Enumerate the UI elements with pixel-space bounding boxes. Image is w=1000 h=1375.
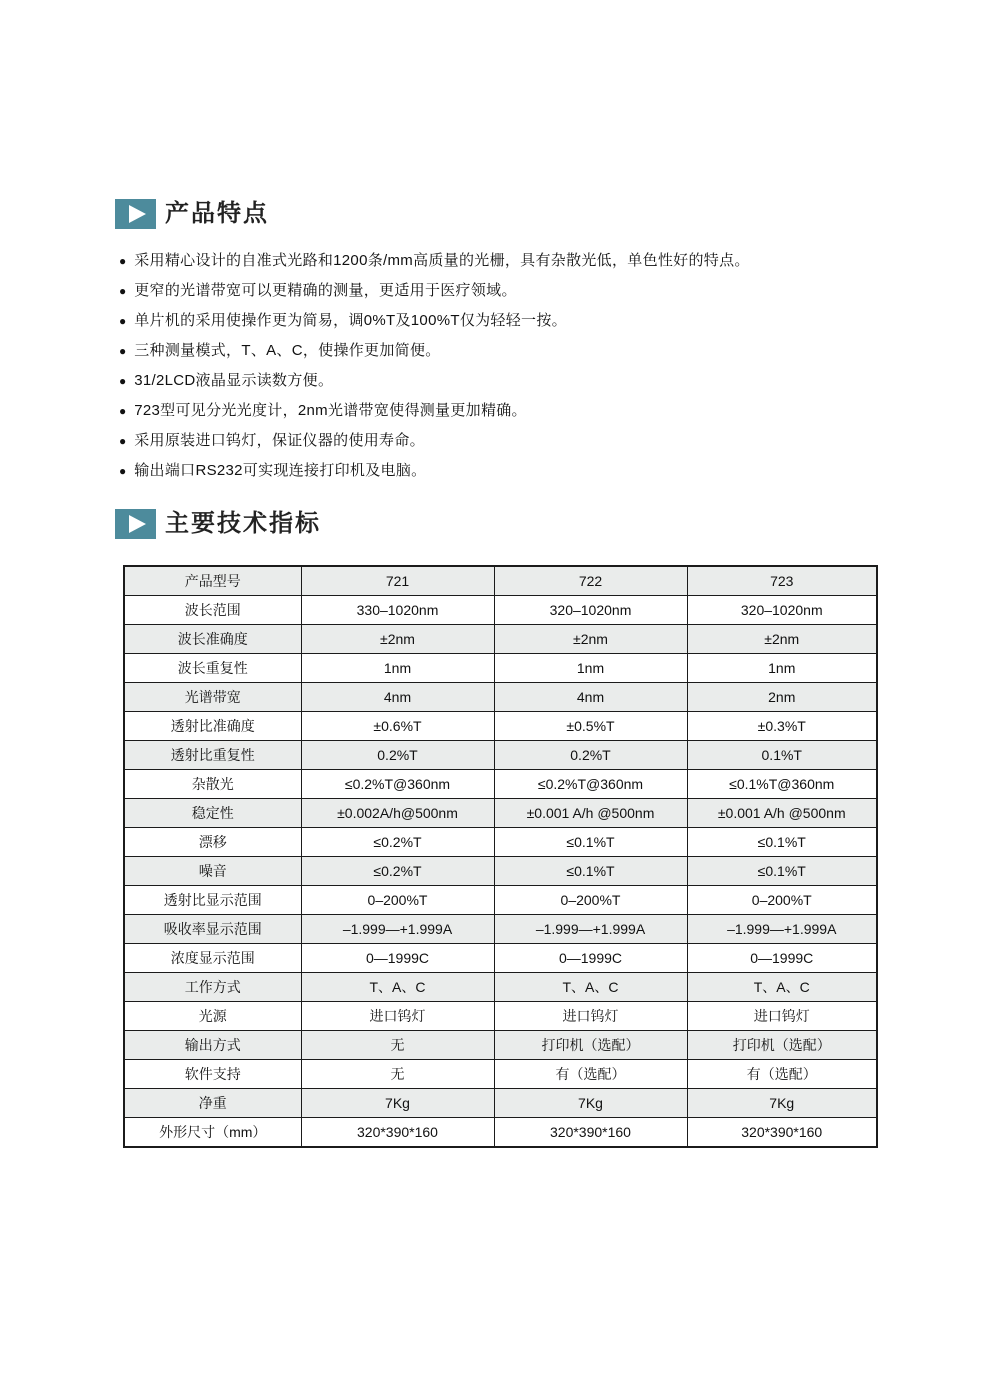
- spec-value-cell: 722: [494, 566, 687, 596]
- spec-value-cell: 0—1999C: [687, 944, 877, 973]
- feature-item: [119, 276, 919, 306]
- spec-value-cell: 无: [301, 1031, 494, 1060]
- section-header-features: [115, 199, 269, 229]
- spec-value-cell: ≤0.2%T@360nm: [301, 770, 494, 799]
- spec-label-cell: 浓度显示范围: [124, 944, 301, 973]
- spec-value-cell: 0–200%T: [301, 886, 494, 915]
- spec-label-cell: 噪音: [124, 857, 301, 886]
- spec-table-row: [124, 1002, 877, 1031]
- spec-value-cell: ≤0.1%T: [494, 828, 687, 857]
- spec-label-cell: 软件支持: [124, 1060, 301, 1089]
- spec-table-row: [124, 973, 877, 1002]
- spec-table-row: [124, 596, 877, 625]
- spec-value-cell: 4nm: [494, 683, 687, 712]
- spec-value-cell: 0.1%T: [687, 741, 877, 770]
- specs-section-title: 主要技术指标: [165, 510, 321, 537]
- spec-table-row: [124, 886, 877, 915]
- spec-table-row: [124, 857, 877, 886]
- feature-text: 723型可见分光光度计，2nm光谱带宽使得测量更加精确。: [134, 402, 527, 419]
- spec-value-cell: 7Kg: [494, 1089, 687, 1118]
- spec-label-cell: 波长准确度: [124, 625, 301, 654]
- spec-value-cell: 1nm: [687, 654, 877, 683]
- feature-text: 三种测量模式，T、A、C，使操作更加简便。: [134, 342, 441, 359]
- spec-value-cell: ≤0.1%T@360nm: [687, 770, 877, 799]
- spec-value-cell: 0–200%T: [494, 886, 687, 915]
- spec-label-cell: 透射比准确度: [124, 712, 301, 741]
- spec-value-cell: 7Kg: [687, 1089, 877, 1118]
- spec-value-cell: 有（选配）: [687, 1060, 877, 1089]
- spec-value-cell: T、A、C: [301, 973, 494, 1002]
- feature-item: [119, 426, 919, 456]
- spec-value-cell: 7Kg: [301, 1089, 494, 1118]
- spec-label-cell: 吸收率显示范围: [124, 915, 301, 944]
- spec-value-cell: ±0.001 A/h @500nm: [687, 799, 877, 828]
- spec-value-cell: ±0.3%T: [687, 712, 877, 741]
- bullet-icon: ●: [119, 434, 127, 448]
- spec-table-header-row: [124, 566, 877, 596]
- spec-value-cell: –1.999—+1.999A: [301, 915, 494, 944]
- spec-value-cell: 打印机（选配）: [687, 1031, 877, 1060]
- spec-value-cell: ±0.6%T: [301, 712, 494, 741]
- feature-text: 采用原装进口钨灯，保证仪器的使用寿命。: [134, 432, 425, 449]
- section-header-specs: [115, 509, 321, 539]
- feature-item: [119, 366, 919, 396]
- feature-item: [119, 396, 919, 426]
- spec-value-cell: 0—1999C: [301, 944, 494, 973]
- spec-value-cell: 320*390*160: [687, 1118, 877, 1148]
- spec-label-cell: 透射比显示范围: [124, 886, 301, 915]
- triangle-glyph: [129, 515, 146, 533]
- spec-value-cell: 0.2%T: [301, 741, 494, 770]
- bullet-icon: ●: [119, 254, 127, 268]
- spec-table-row: [124, 915, 877, 944]
- feature-item: [119, 456, 919, 486]
- spec-table-row: [124, 683, 877, 712]
- spec-table-row: [124, 741, 877, 770]
- spec-table-row: [124, 828, 877, 857]
- spec-value-cell: ±0.5%T: [494, 712, 687, 741]
- spec-table-row: [124, 944, 877, 973]
- bullet-icon: ●: [119, 404, 127, 418]
- feature-item: [119, 336, 919, 366]
- spec-label-cell: 输出方式: [124, 1031, 301, 1060]
- feature-text: 采用精心设计的自准式光路和1200条/mm高质量的光栅，具有杂散光低，单色性好的特点。: [134, 252, 750, 269]
- spec-table-row: [124, 799, 877, 828]
- spec-value-cell: T、A、C: [494, 973, 687, 1002]
- spec-value-cell: 4nm: [301, 683, 494, 712]
- spec-table-row: [124, 654, 877, 683]
- spec-value-cell: 1nm: [494, 654, 687, 683]
- spec-label-cell: 产品型号: [124, 566, 301, 596]
- feature-item: [119, 306, 919, 336]
- spec-label-cell: 波长范围: [124, 596, 301, 625]
- spec-table-row: [124, 625, 877, 654]
- spec-value-cell: ±2nm: [301, 625, 494, 654]
- spec-value-cell: ≤0.1%T: [687, 828, 877, 857]
- spec-value-cell: 320*390*160: [494, 1118, 687, 1148]
- spec-value-cell: ±2nm: [687, 625, 877, 654]
- spec-table-row: [124, 1060, 877, 1089]
- spec-value-cell: –1.999—+1.999A: [494, 915, 687, 944]
- play-icon: [115, 199, 156, 229]
- spec-table-row: [124, 712, 877, 741]
- spec-table-row: [124, 1118, 877, 1148]
- spec-value-cell: 320–1020nm: [494, 596, 687, 625]
- spec-label-cell: 透射比重复性: [124, 741, 301, 770]
- spec-label-cell: 波长重复性: [124, 654, 301, 683]
- spec-value-cell: ≤0.1%T: [687, 857, 877, 886]
- spec-value-cell: 有（选配）: [494, 1060, 687, 1089]
- spec-label-cell: 稳定性: [124, 799, 301, 828]
- spec-value-cell: ≤0.2%T@360nm: [494, 770, 687, 799]
- spec-table: [123, 565, 878, 1148]
- spec-value-cell: ±0.001 A/h @500nm: [494, 799, 687, 828]
- spec-table-row: [124, 1089, 877, 1118]
- features-section-title: 产品特点: [165, 200, 269, 227]
- spec-table-row: [124, 1031, 877, 1060]
- spec-value-cell: 无: [301, 1060, 494, 1089]
- spec-value-cell: ±0.002A/h@500nm: [301, 799, 494, 828]
- spec-value-cell: 0—1999C: [494, 944, 687, 973]
- spec-value-cell: ≤0.2%T: [301, 857, 494, 886]
- spec-value-cell: 320–1020nm: [687, 596, 877, 625]
- feature-list: [119, 246, 919, 486]
- triangle-glyph: [129, 205, 146, 223]
- spec-value-cell: 0–200%T: [687, 886, 877, 915]
- feature-text: 输出端口RS232可实现连接打印机及电脑。: [134, 462, 427, 479]
- spec-label-cell: 工作方式: [124, 973, 301, 1002]
- bullet-icon: ●: [119, 464, 127, 478]
- spec-value-cell: ≤0.1%T: [494, 857, 687, 886]
- bullet-icon: ●: [119, 344, 127, 358]
- spec-value-cell: 2nm: [687, 683, 877, 712]
- spec-value-cell: ≤0.2%T: [301, 828, 494, 857]
- spec-value-cell: 1nm: [301, 654, 494, 683]
- feature-text: 单片机的采用使操作更为简易，调0%T及100%T仅为轻轻一按。: [134, 312, 567, 329]
- feature-item: [119, 246, 919, 276]
- spec-value-cell: 进口钨灯: [301, 1002, 494, 1031]
- spec-value-cell: 723: [687, 566, 877, 596]
- bullet-icon: ●: [119, 374, 127, 388]
- spec-label-cell: 外形尺寸（mm）: [124, 1118, 301, 1148]
- play-icon: [115, 509, 156, 539]
- spec-label-cell: 漂移: [124, 828, 301, 857]
- spec-value-cell: 0.2%T: [494, 741, 687, 770]
- spec-value-cell: 721: [301, 566, 494, 596]
- spec-value-cell: 进口钨灯: [494, 1002, 687, 1031]
- spec-value-cell: T、A、C: [687, 973, 877, 1002]
- spec-value-cell: 打印机（选配）: [494, 1031, 687, 1060]
- spec-value-cell: 330–1020nm: [301, 596, 494, 625]
- spec-value-cell: –1.999—+1.999A: [687, 915, 877, 944]
- feature-text: 31/2LCD液晶显示读数方便。: [134, 372, 334, 389]
- spec-label-cell: 净重: [124, 1089, 301, 1118]
- feature-text: 更窄的光谱带宽可以更精确的测量，更适用于医疗领域。: [134, 282, 517, 299]
- bullet-icon: ●: [119, 314, 127, 328]
- spec-label-cell: 光源: [124, 1002, 301, 1031]
- spec-value-cell: 320*390*160: [301, 1118, 494, 1148]
- spec-label-cell: 光谱带宽: [124, 683, 301, 712]
- spec-table-row: [124, 770, 877, 799]
- spec-value-cell: ±2nm: [494, 625, 687, 654]
- bullet-icon: ●: [119, 284, 127, 298]
- spec-value-cell: 进口钨灯: [687, 1002, 877, 1031]
- spec-label-cell: 杂散光: [124, 770, 301, 799]
